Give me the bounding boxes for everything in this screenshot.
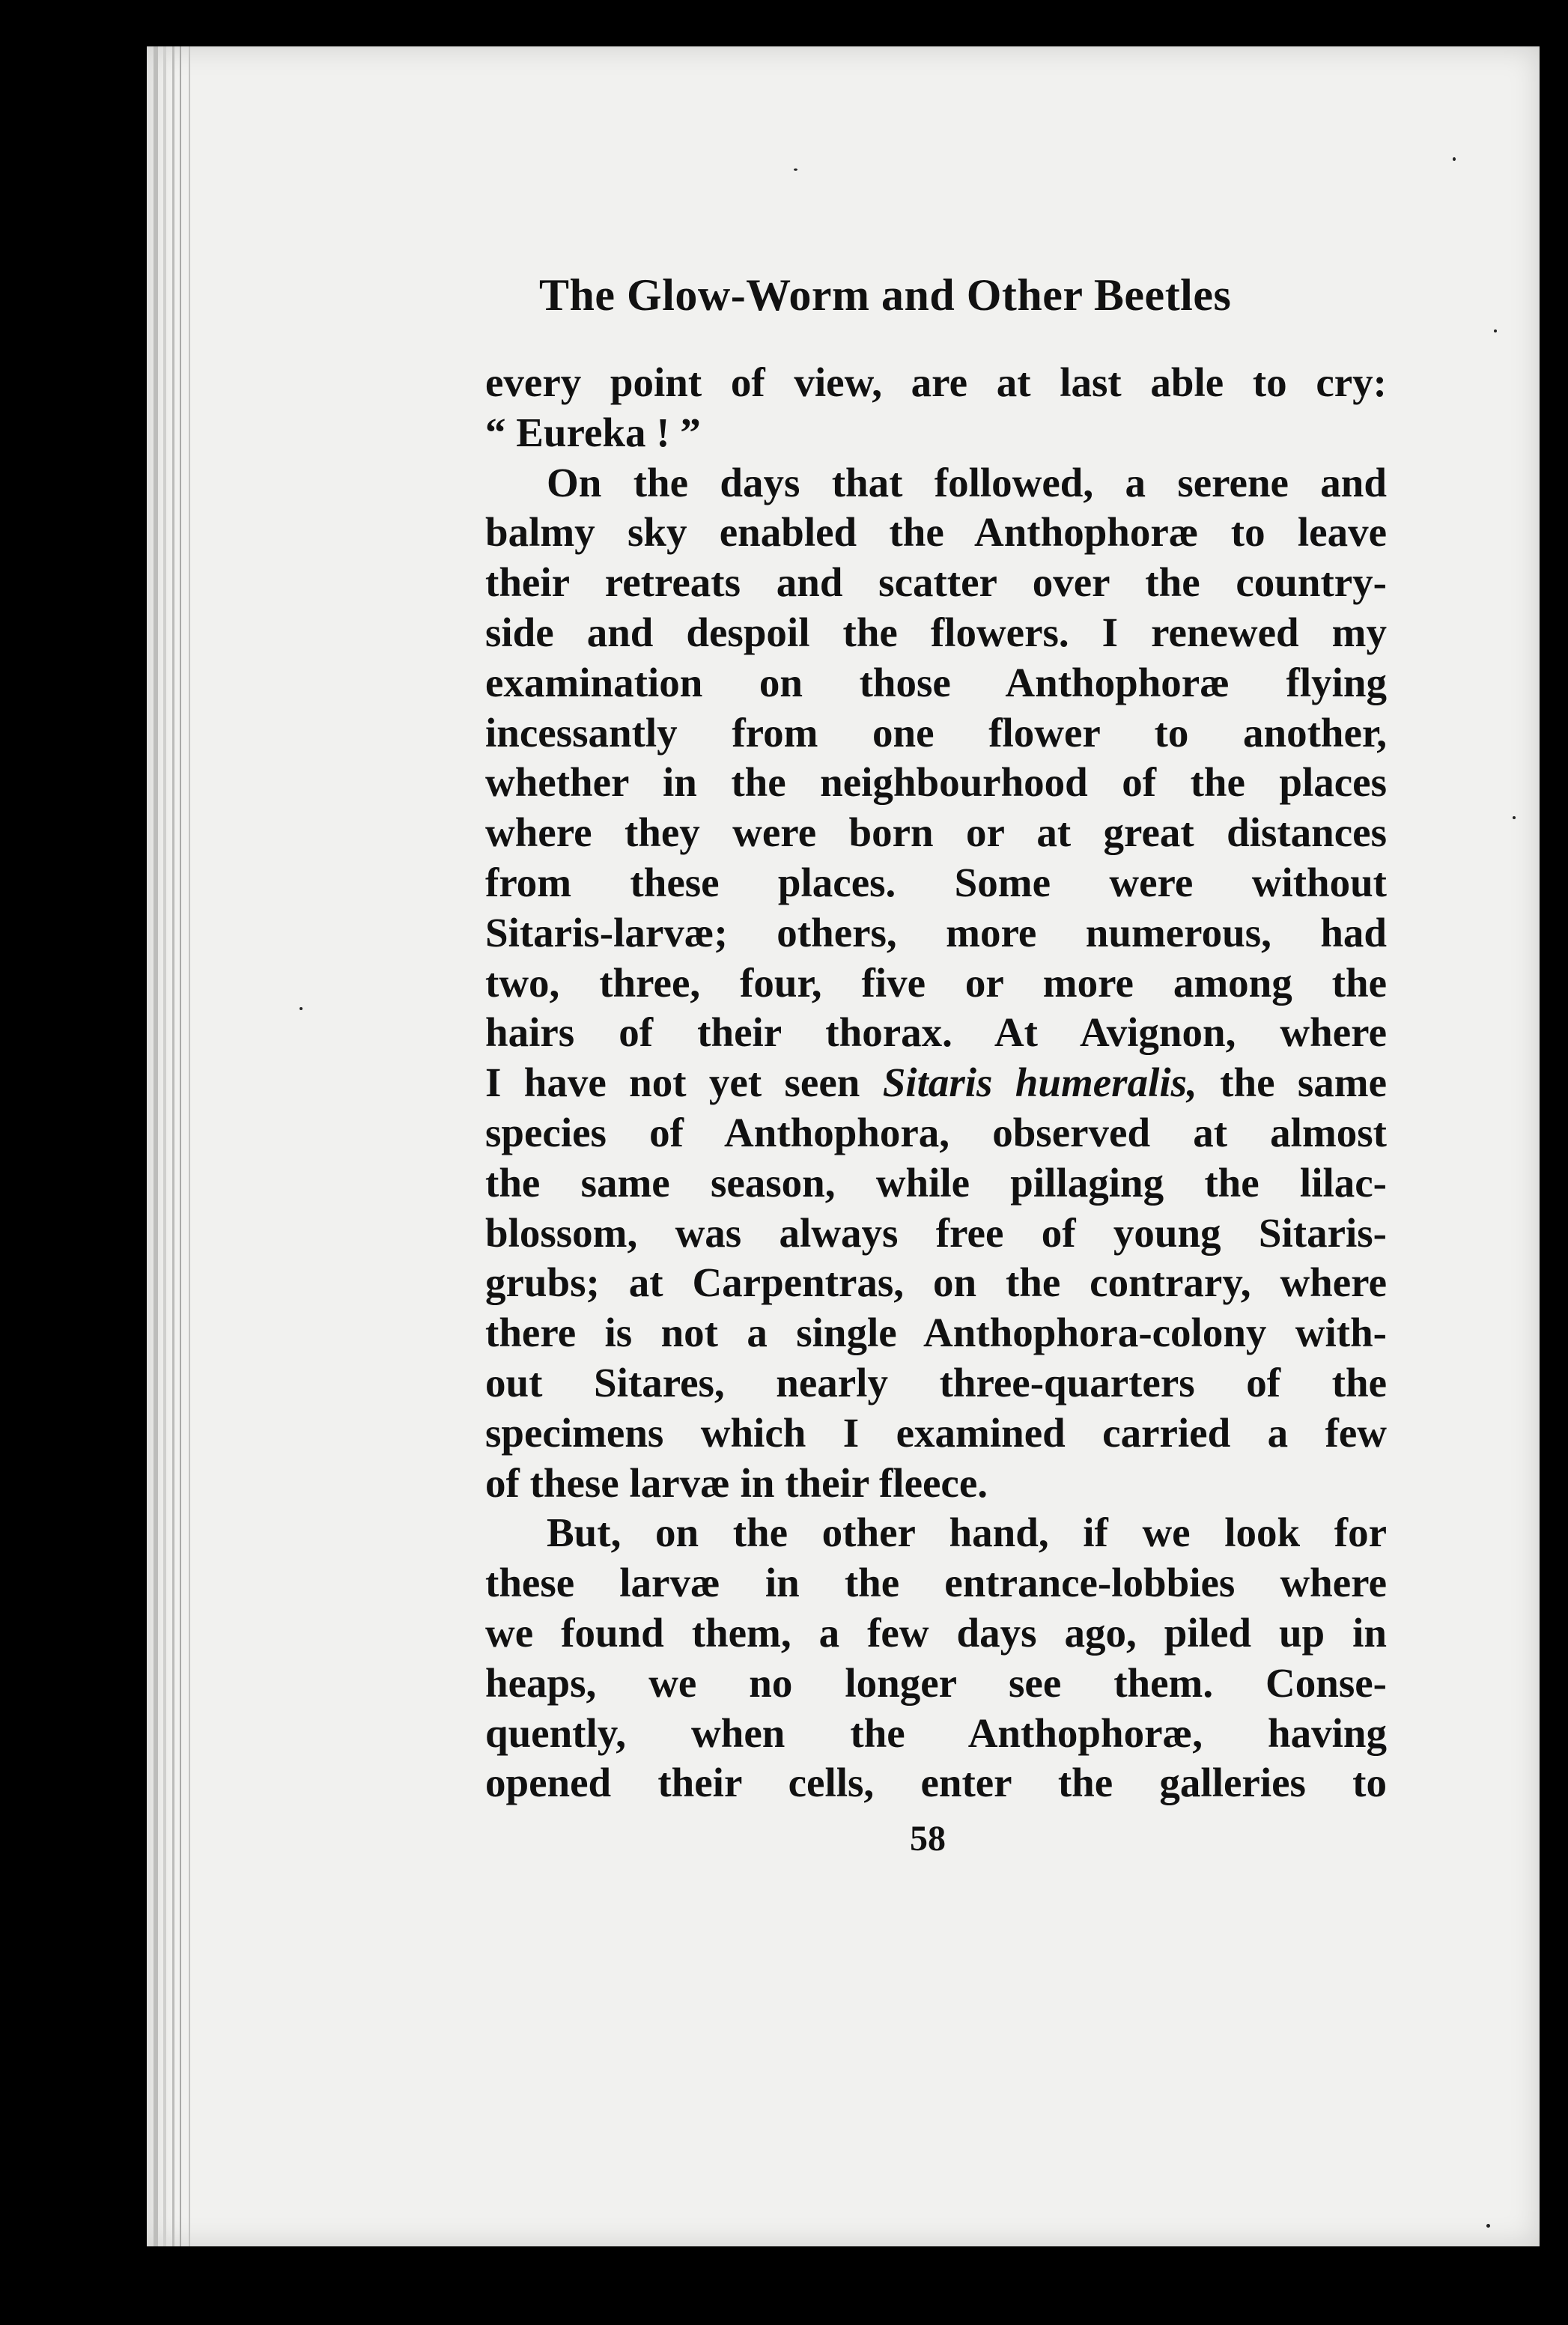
text-line: two, three, four, five or more among the <box>485 959 1387 1006</box>
text-line: examination on those Anthophoræ flying <box>485 659 1387 705</box>
text-line: species of Anthophora, observed at almost <box>485 1109 1387 1155</box>
page-edge <box>163 46 166 2246</box>
text-line: these larvæ in the entrance-lobbies where <box>485 1560 1387 1606</box>
text-line: where they were born or at great distances <box>485 809 1387 856</box>
text-line: from these places. Some were without <box>485 859 1387 905</box>
text-line: opened their cells, enter the galleries to <box>485 1760 1387 1806</box>
text-line: we found them, a few days ago, piled up in <box>485 1609 1387 1656</box>
text-line: blossom, was always free of young Sitaris- <box>485 1209 1387 1256</box>
text-line: the same season, while pillaging the lilac- <box>485 1159 1387 1206</box>
dust-speck <box>1513 816 1516 819</box>
text-run: the same <box>1197 1060 1387 1106</box>
text-line: Sitaris-larvæ; others, more numerous, had <box>485 909 1387 955</box>
text-line: of these larvæ in their fleece. <box>485 1459 988 1506</box>
text-line: On the days that followed, a serene and <box>547 459 1387 505</box>
dust-speck <box>300 1007 303 1010</box>
text-line: whether in the neighbourhood of the places <box>485 759 1387 806</box>
text-line: their retreats and scatter over the country- <box>485 559 1387 606</box>
text-run: I have not yet seen <box>485 1060 883 1106</box>
dust-speck <box>1494 329 1497 332</box>
dust-speck <box>1486 2224 1490 2228</box>
text-line: incessantly from one flower to another, <box>485 709 1387 756</box>
body-text <box>485 358 1387 1808</box>
text-line: every point of view, are at last able to cry: <box>485 359 1387 405</box>
page-number: 58 <box>910 1819 946 1859</box>
text-line: specimens which I examined carried a few <box>485 1409 1387 1456</box>
running-head: The Glow-Worm and Other Beetles <box>539 270 1232 320</box>
page-edge <box>180 46 181 2246</box>
text-line: But, on the other hand, if we look for <box>547 1510 1387 1556</box>
text-line: “ Eureka ! ” <box>485 409 701 455</box>
text-line: there is not a single Anthophora-colony with- <box>485 1310 1387 1356</box>
text-line <box>485 1058 1387 1108</box>
page-edge <box>189 46 190 2246</box>
italic-species-name: Sitaris humeralis, <box>882 1060 1197 1106</box>
text-line: side and despoil the flowers. I renewed my <box>485 609 1387 655</box>
text-line: heaps, we no longer see them. Conse- <box>485 1659 1387 1706</box>
page-edge <box>172 46 174 2246</box>
text-line: grubs; at Carpentras, on the contrary, where <box>485 1259 1387 1306</box>
page-edge <box>154 46 158 2246</box>
text-line: quently, when the Anthophoræ, having <box>485 1709 1387 1756</box>
text-line: hairs of their thorax. At Avignon, where <box>485 1009 1387 1056</box>
text-line: balmy sky enabled the Anthophoræ to leave <box>485 509 1387 556</box>
dust-speck <box>1453 157 1456 161</box>
text-line: out Sitares, nearly three-quarters of the <box>485 1359 1387 1405</box>
dust-speck <box>794 168 797 171</box>
